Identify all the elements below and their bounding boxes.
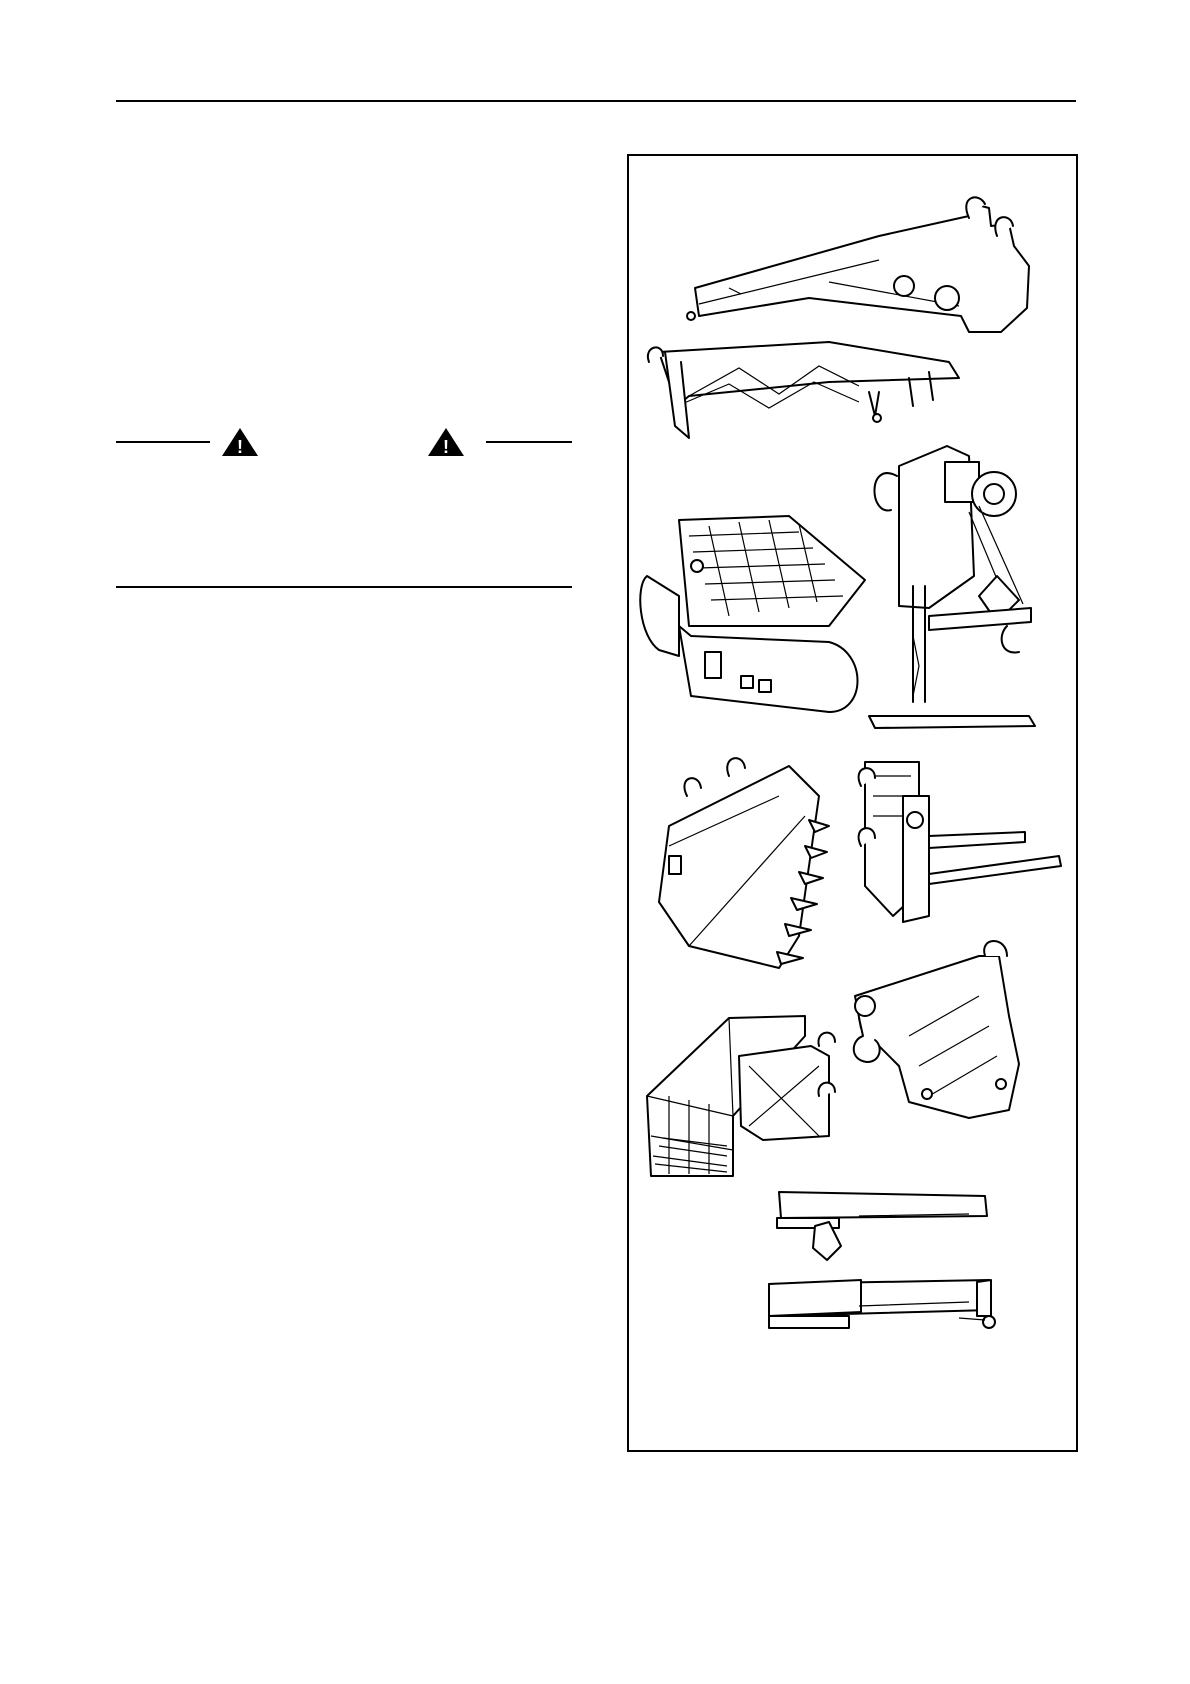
personnel-basket-icon — [647, 1016, 835, 1176]
warning-triangle-icon — [220, 426, 260, 458]
svg-text:!: ! — [443, 437, 449, 457]
svg-text:!: ! — [237, 437, 243, 457]
warning-rule-left — [116, 441, 210, 443]
warning-bottom-rule — [116, 586, 572, 588]
attachments-figure — [627, 154, 1078, 1452]
crane-hook-icon — [854, 941, 1019, 1118]
warning-rule-right — [486, 441, 572, 443]
header-rule — [116, 100, 1076, 102]
lattice-jib-icon — [648, 342, 959, 438]
toothed-bucket-icon — [659, 758, 829, 968]
sweeper-bucket-icon — [640, 516, 865, 712]
warning-heading — [116, 426, 572, 458]
warning-triangle-icon — [426, 426, 466, 458]
fork-carriage-icon — [859, 762, 1061, 922]
extension-jib-icon — [687, 197, 1029, 332]
winch-jib-icon — [869, 446, 1035, 728]
fork-extension-icon — [769, 1192, 995, 1328]
